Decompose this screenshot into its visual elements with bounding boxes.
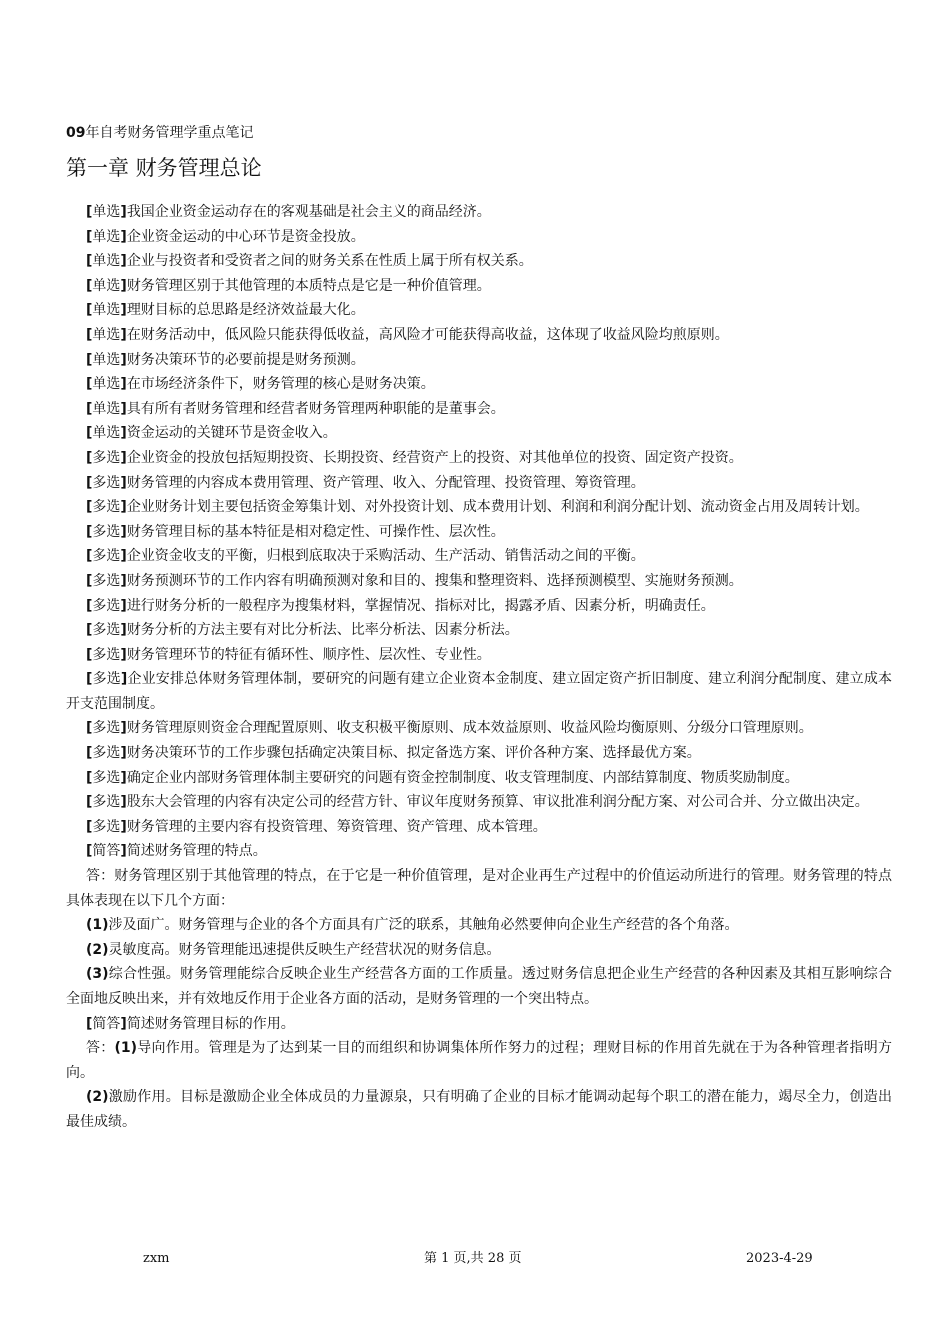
note-paragraph	[66, 1085, 892, 1134]
question-type-tag: [ 单选 ]	[86, 302, 127, 318]
notes-body	[66, 200, 892, 1135]
note-text: 财务分析的方法主要有对比分析法、比率分析法、因素分析法。	[126, 622, 519, 639]
footer-date: 2023-4-29	[746, 1251, 813, 1266]
question-type-tag: [ 多选 ]	[86, 622, 127, 638]
note-paragraph	[66, 569, 892, 594]
note-text: 涉及面广。财务管理与企业的各个方面具有广泛的联系，其触角必然要伸向企业生产经营的各个角落。	[108, 917, 739, 934]
note-text: 答：财务管理区别于其他管理的特点，在于它是一种价值管理，是对企业再生产过程中的价值运动所进行的管理。财务管理的特点具体表现在以下几个方面：	[66, 868, 892, 909]
note-text: 财务决策环节的工作步骤包括确定决策目标、拟定备选方案、评价各种方案、选择最优方案。	[126, 745, 701, 762]
note-paragraph	[66, 348, 892, 373]
note-paragraph	[66, 446, 892, 471]
note-text: 财务管理目标的基本特征是相对稳定性、可操作性、层次性。	[126, 523, 505, 540]
note-text: 我国企业资金运动存在的客观基础是社会主义的商品经济。	[126, 204, 491, 220]
question-type-tag: [ 多选 ]	[86, 671, 127, 687]
note-paragraph	[66, 913, 892, 938]
question-type-tag: [ 多选 ]	[86, 450, 127, 466]
note-text: 在市场经济条件下，财务管理的核心是财务决策。	[126, 376, 435, 393]
question-type-tag: [ 单选 ]	[86, 352, 127, 368]
note-text: 确定企业内部财务管理体制主要研究的问题有资金控制制度、收支管理制度、内部结算制度、物质奖励制度。	[126, 769, 799, 786]
note-text: 企业资金的投放包括短期投资、长期投资、经营资产上的投资、对其他单位的投资、固定资产投资。	[126, 449, 743, 466]
note-text: 企业财务计划主要包括资金筹集计划、对外投资计划、成本费用计划、利润和利润分配计划、流动资金占用及周转计划。	[126, 499, 869, 516]
note-text: 灵敏度高。财务管理能迅速提供反映生产经营状况的财务信息。	[108, 941, 501, 958]
note-text: 企业资金运动的中心环节是资金投放。	[126, 228, 365, 245]
note-text: 在财务活动中，低风险只能获得低收益，高风险才可能获得高收益，这体现了收益风险均煎原则。	[126, 326, 729, 343]
note-paragraph	[66, 766, 892, 791]
point-number: (1)	[114, 1040, 138, 1057]
question-type-tag: [ 多选 ]	[86, 647, 127, 663]
note-paragraph	[66, 397, 892, 422]
note-text: 具有所有者财务管理和经营者财务管理两种职能的是董事会。	[126, 400, 505, 417]
note-text: 企业资金收支的平衡，归根到底取决于采购活动、生产活动、销售活动之间的平衡。	[126, 548, 645, 565]
note-text: 简述财务管理的特点。	[126, 843, 267, 860]
note-text: 财务管理原则资金合理配置原则、收支积极平衡原则、成本效益原则、收益风险均衡原则、分级分口管理原则。	[126, 720, 813, 737]
note-paragraph	[66, 520, 892, 545]
note-text: 简述财务管理目标的作用。	[126, 1015, 295, 1032]
note-paragraph	[66, 200, 892, 225]
note-paragraph	[66, 372, 892, 397]
question-type-tag: [ 单选 ]	[86, 327, 127, 343]
question-type-tag: [ 单选 ]	[86, 425, 127, 441]
note-text: 企业安排总体财务管理体制，要研究的问题有建立企业资本金制度、建立固定资产折旧制度、建立利润分配制度、建立成本开支范围制度。	[66, 671, 892, 712]
note-text: 财务管理区别于其他管理的本质特点是它是一种价值管理。	[126, 277, 491, 294]
note-paragraph	[66, 594, 892, 619]
note-paragraph	[66, 249, 892, 274]
note-text: 企业与投资者和受资者之间的财务关系在性质上属于所有权关系。	[126, 253, 533, 270]
note-text: 财务管理的内容成本费用管理、资产管理、收入、分配管理、投资管理、筹资管理。	[126, 474, 645, 491]
note-paragraph	[66, 298, 892, 323]
question-type-tag: [ 多选 ]	[86, 794, 127, 810]
note-paragraph	[66, 790, 892, 815]
question-type-tag: [ 单选 ]	[86, 376, 127, 392]
note-paragraph	[66, 962, 892, 1011]
note-paragraph	[66, 741, 892, 766]
title-year: 09	[66, 125, 86, 141]
question-type-tag: [ 简答 ]	[86, 1016, 127, 1032]
question-type-tag: [ 多选 ]	[86, 524, 127, 540]
note-paragraph	[66, 839, 892, 864]
note-paragraph	[66, 618, 892, 643]
note-paragraph	[66, 544, 892, 569]
footer-page-number: 第 1 页,共 28 页	[424, 1251, 522, 1266]
note-paragraph	[66, 1012, 892, 1037]
note-paragraph	[66, 1036, 892, 1085]
note-text: 财务决策环节的必要前提是财务预测。	[126, 351, 365, 368]
note-text: 激励作用。目标是激励企业全体成员的力量源泉，只有明确了企业的目标才能调动起每个职工的潜在能力，竭尽全力，创造出最佳成绩。	[66, 1089, 892, 1130]
question-type-tag: [ 多选 ]	[86, 499, 127, 515]
point-number: (2)	[86, 1089, 109, 1106]
note-paragraph	[66, 643, 892, 668]
note-text: 进行财务分析的一般程序为搜集材料，掌握情况、指标对比，揭露矛盾、因素分析，明确责任。	[126, 597, 715, 614]
point-number: (3)	[86, 966, 109, 983]
question-type-tag: [ 多选 ]	[86, 475, 127, 491]
note-paragraph	[66, 938, 892, 963]
question-type-tag: [ 单选 ]	[86, 401, 127, 417]
note-text: 财务管理环节的特征有循环性、顺序性、层次性、专业性。	[126, 646, 491, 663]
note-text: 资金运动的关键环节是资金收入。	[126, 425, 337, 442]
point-number: (2)	[86, 941, 109, 958]
note-text: 财务预测环节的工作内容有明确预测对象和目的、搜集和整理资料、选择预测模型、实施财务预测。	[126, 572, 743, 589]
answer-prefix: 答：	[86, 1040, 115, 1057]
document-title	[66, 124, 253, 142]
note-paragraph	[66, 323, 892, 348]
question-type-tag: [ 多选 ]	[86, 770, 127, 786]
question-type-tag: [ 单选 ]	[86, 229, 127, 245]
note-paragraph	[66, 864, 892, 913]
question-type-tag: [ 单选 ]	[86, 278, 127, 294]
note-text: 财务管理的主要内容有投资管理、筹资管理、资产管理、成本管理。	[126, 818, 547, 835]
note-paragraph	[66, 495, 892, 520]
note-paragraph	[66, 274, 892, 299]
chapter-heading: 第一章 财务管理总论	[66, 156, 262, 180]
footer-author: zxm	[143, 1251, 170, 1266]
question-type-tag: [ 多选 ]	[86, 819, 127, 835]
point-number: (1)	[86, 917, 109, 934]
question-type-tag: [ 简答 ]	[86, 843, 127, 859]
question-type-tag: [ 多选 ]	[86, 720, 127, 736]
question-type-tag: [ 单选 ]	[86, 253, 127, 269]
note-text: 导向作用。管理是为了达到某一目的而组织和协调集体所作努力的过程；理财目标的作用首先就在于为各种管理者指明方向。	[66, 1040, 893, 1081]
note-paragraph	[66, 421, 892, 446]
question-type-tag: [ 多选 ]	[86, 573, 127, 589]
question-type-tag: [ 多选 ]	[86, 548, 127, 564]
note-paragraph	[66, 667, 892, 716]
note-text: 股东大会管理的内容有决定公司的经营方针、审议年度财务预算、审议批准利润分配方案、对公司合并、分立做出决定。	[126, 794, 869, 811]
question-type-tag: [ 多选 ]	[86, 745, 127, 761]
note-text: 理财目标的总思路是经济效益最大化。	[126, 302, 365, 319]
note-paragraph	[66, 716, 892, 741]
note-paragraph	[66, 225, 892, 250]
question-type-tag: [ 多选 ]	[86, 598, 127, 614]
note-text: 综合性强。财务管理能综合反映企业生产经营各方面的工作质量。透过财务信息把企业生产经营的各种因素及其相互影响综合全面地反映出来，并有效地反作用于企业各方面的活动，是财务管理的一个突出特点。	[66, 966, 892, 1007]
question-type-tag: [ 单选 ]	[86, 204, 127, 220]
note-paragraph	[66, 471, 892, 496]
note-paragraph	[66, 815, 892, 840]
title-text: 年自考财务管理学重点笔记	[85, 125, 254, 141]
